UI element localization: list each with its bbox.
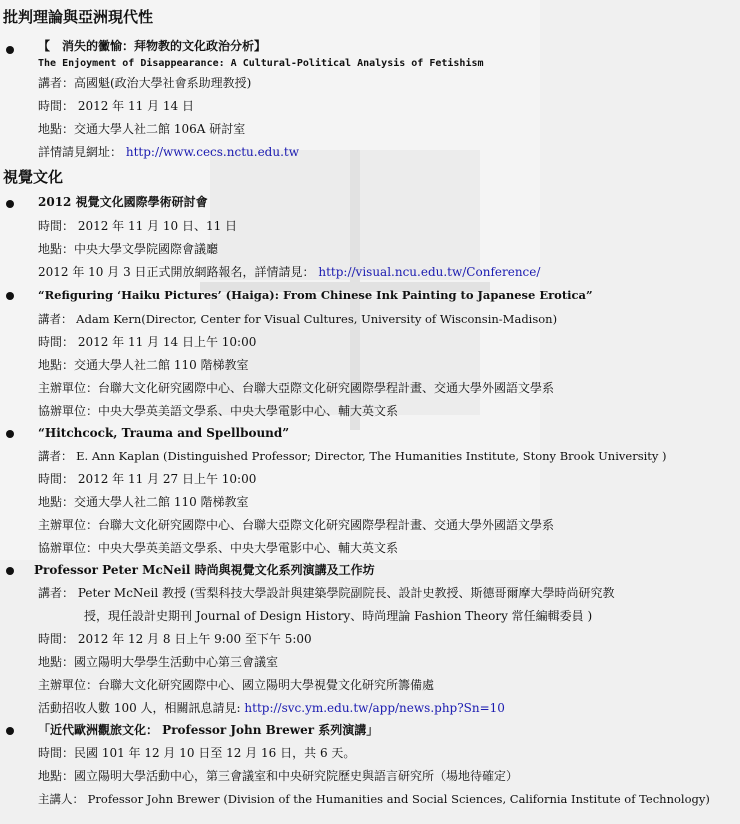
event-place: 地點：交通大學人社二館 106A 研討室 (38, 122, 246, 136)
section-title-critical: 批判理論與亞洲現代性 (3, 8, 154, 26)
bullet (6, 46, 14, 54)
event-organizer: 主辦單位：台聯大文化研究國際中心、國立陽明大學視覺文化研究所籌備處 (38, 678, 435, 692)
event-speaker: 講者：高國魁(政治大學社會系助理教授) (38, 76, 252, 90)
details-link[interactable]: http://www.cecs.nctu.edu.tw (125, 145, 299, 159)
section-title-visual: 視覺文化 (3, 168, 64, 186)
event-subtitle: The Enjoyment of Disappearance: A Cultural-Political Analysis of Fetishism (38, 58, 484, 69)
event-organizer: 主辦單位：台聯大文化研究國際中心、台聯大亞際文化研究國際學程計畫、交通大學外國語文學系 (38, 381, 555, 395)
bullet (6, 200, 14, 208)
event-time: 時間： 2012 年 11 月 14 日上午 10:00 (38, 335, 257, 349)
bullet (6, 430, 14, 438)
event-co-organizer: 協辦單位：中央大學英美語文學系、中央大學電影中心、輔大英文系 (38, 541, 399, 555)
event-time: 時間： 2012 年 12 月 8 日上午 9:00 至下午 5:00 (38, 632, 312, 646)
event-title: “Hitchcock, Trauma and Spellbound” (38, 426, 290, 440)
event-title: 【 消失的黴愉：拜物教的文化政治分析】 (38, 39, 267, 53)
event-time: 時間：民國 101 年 12 月 10 日至 12 月 16 日，共 6 天。 (38, 746, 356, 760)
event-co-organizer: 協辦單位：中央大學英美語文學系、中央大學電影中心、輔大英文系 (38, 404, 399, 418)
info-label: 活動招收人數 100 人，相關訊息請見: (38, 701, 245, 715)
event-title: 「近代歐洲觀旅文化： Professor John Brewer 系列演講」 (38, 723, 379, 737)
event-place: 地點：交通大學人社二館 110 階梯教室 (38, 495, 249, 509)
event-organizer: 主辦單位：台聯大文化研究國際中心、台聯大亞際文化研究國際學程計畫、交通大學外國語文學系 (38, 518, 555, 532)
event-title: 2012 視覺文化國際學術研討會 (38, 195, 208, 209)
registration-link[interactable]: http://visual.ncu.edu.tw/Conference/ (318, 265, 541, 279)
event-speaker: 講者： E. Ann Kaplan (Distinguished Professor; Director, The Humanities Institute, Stony Brook University ) (38, 449, 667, 463)
event-speaker: 講者： Peter McNeil 教授 (雪梨科技大學設計與建築學院副院長、設計史教授、斯德哥爾摩大學時尚研究教 (38, 586, 615, 600)
event-host: 主講人： Professor John Brewer (Division of the Humanities and Social Sciences, California Institute of Technology) (38, 792, 710, 806)
bullet (6, 567, 14, 575)
event-speaker: 講者： Adam Kern(Director, Center for Visual Cultures, University of Wisconsin-Madison) (38, 312, 558, 326)
event-speaker-cont: 授，現任設計史期刊 Journal of Design History、時尚理論 Fashion Theory 常任編輯委員 ) (84, 609, 593, 623)
event-info (38, 700, 505, 716)
event-time: 時間： 2012 年 11 月 14 日 (38, 99, 194, 113)
event-place: 地點：國立陽明大學活動中心，第三會議室和中央研究院歷史與語言研究所（場地待確定） (38, 769, 519, 783)
event-title: Professor Peter McNeil 時尚與視覺文化系列演講及工作坊 (34, 563, 375, 577)
event-place: 地點：中央大學文學院國際會議廳 (38, 242, 219, 256)
event-time: 時間： 2012 年 11 月 27 日上午 10:00 (38, 472, 257, 486)
event-title: “Refiguring ‘Haiku Pictures’ (Haiga): From Chinese Ink Painting to Japanese Erotica” (38, 288, 593, 302)
registration-label: 2012 年 10 月 3 日正式開放網路報名，詳情請見： (38, 265, 315, 279)
details-label: 詳情請見網址： (38, 145, 123, 159)
event-details (38, 144, 299, 160)
bullet (6, 727, 14, 735)
bullet (6, 292, 14, 300)
info-link[interactable]: http://svc.ym.edu.tw/app/news.php?Sn=10 (244, 701, 505, 715)
event-place: 地點：交通大學人社二館 110 階梯教室 (38, 358, 249, 372)
event-registration (38, 264, 540, 280)
event-place: 地點：國立陽明大學學生活動中心第三會議室 (38, 655, 279, 669)
event-time: 時間： 2012 年 11 月 10 日、11 日 (38, 219, 238, 233)
